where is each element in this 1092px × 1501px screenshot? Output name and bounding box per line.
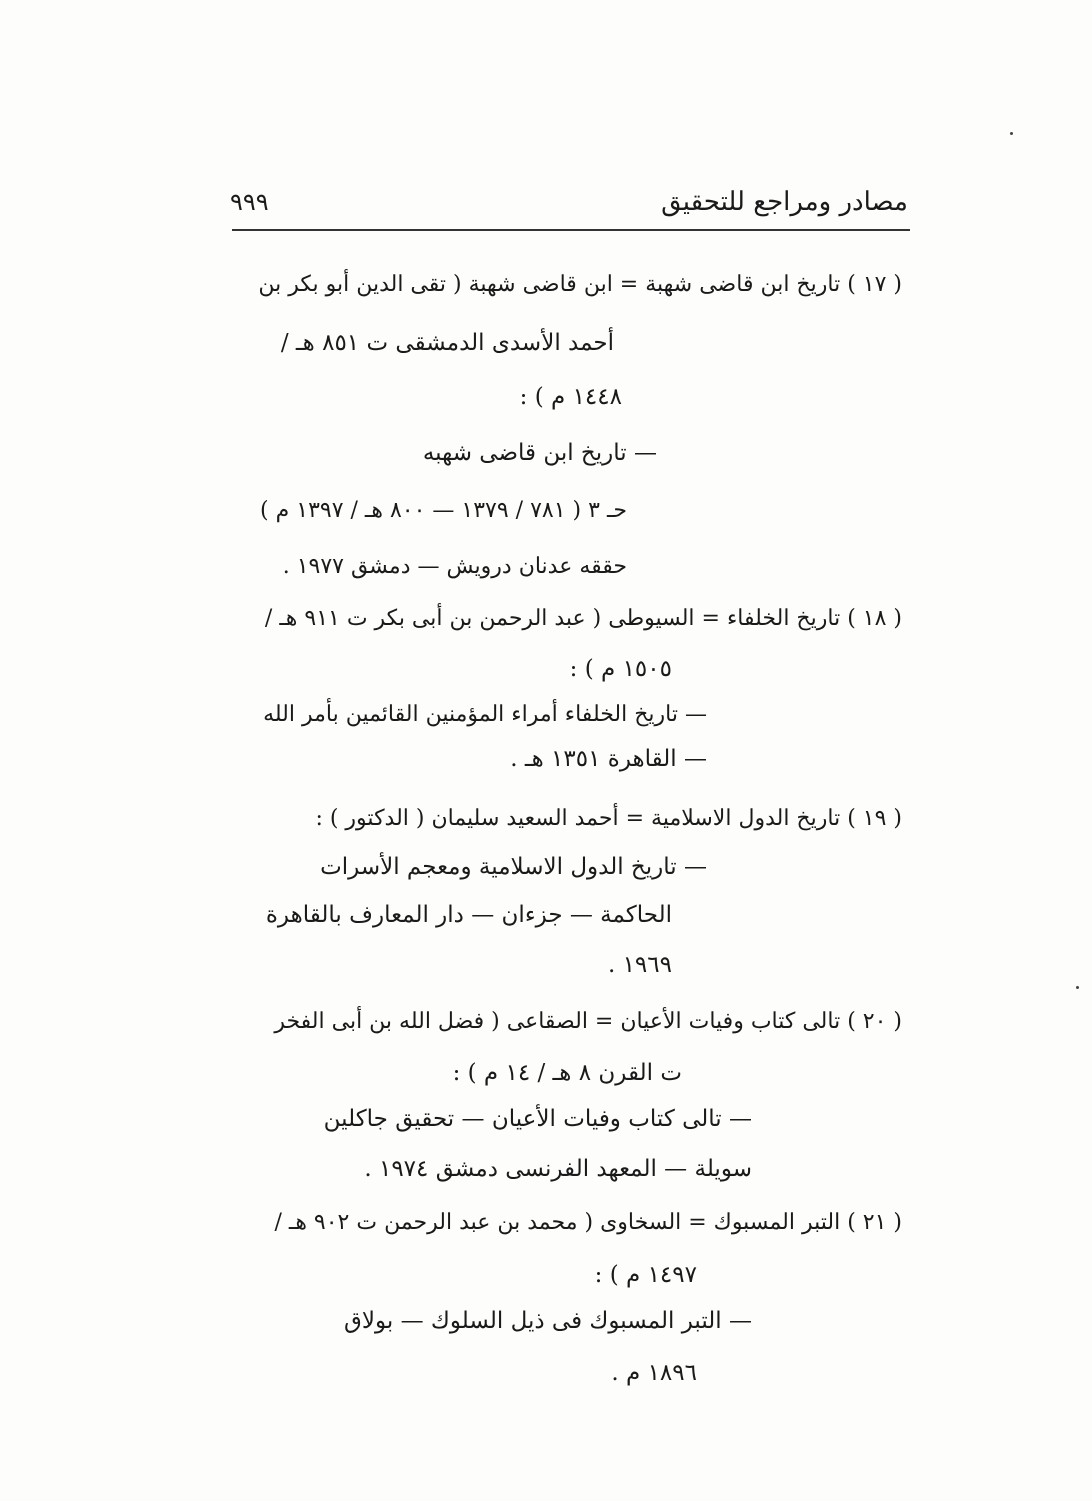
entry-17-line-6: حققه عدنان درويش — دمشق ١٩٧٧ . [282, 554, 627, 579]
entry-19-line-3: الحاكمة — جزءان — دار المعارف بالقاهرة [265, 902, 672, 928]
scan-speck [1010, 132, 1013, 135]
entry-19-line-2: — تاريخ الدول الاسلامية ومعجم الأسرات [320, 854, 707, 880]
entry-17-line-4: — تاريخ ابن قاضى شهبه [422, 440, 657, 466]
header-rule [232, 229, 910, 231]
entry-20-line-2: ت القرن ٨ هـ / ١٤ م ) : [452, 1060, 682, 1086]
entry-18-line-4: — القاهرة ١٣٥١ هـ . [510, 746, 707, 772]
entry-21-line-2: ١٤٩٧ م ) : [594, 1262, 697, 1288]
entry-21-line-4: ١٨٩٦ م . [611, 1360, 697, 1386]
scan-speck [1076, 986, 1079, 989]
header-title: مصادر ومراجع للتحقيق [661, 187, 908, 217]
entry-21-line-1: ( ٢١ ) التبر المسبوك = السخاوى ( محمد بن عبد الرحمن ت ٩٠٢ هـ / [274, 1210, 902, 1235]
entry-20-line-3: — تالى كتاب وفيات الأعيان — تحقيق جاكلين [323, 1106, 752, 1132]
entry-18-line-3: — تاريخ الخلفاء أمراء المؤمنين القائمين بأمر الله [263, 702, 707, 727]
entry-19-line-1: ( ١٩ ) تاريخ الدول الاسلامية = أحمد السعيد سليمان ( الدكتور ) : [315, 806, 902, 831]
entry-17-line-1: ( ١٧ ) تاريخ ابن قاضى شهبة = ابن قاضى شهبة ( تقى الدين أبو بكر بن [258, 272, 902, 297]
entry-18-line-2: ١٥٠٥ م ) : [569, 656, 672, 682]
entry-17-line-5: حـ ٣ ( ٧٨١ / ١٣٧٩ — ٨٠٠ هـ / ١٣٩٧ م ) [260, 498, 627, 523]
page-number: ٩٩٩ [230, 188, 269, 216]
entry-18-line-1: ( ١٨ ) تاريخ الخلفاء = السيوطى ( عبد الرحمن بن أبى بكر ت ٩١١ هـ / [264, 606, 902, 631]
entry-20-line-1: ( ٢٠ ) تالى كتاب وفيات الأعيان = الصقاعى ( فضل الله بن أبى الفخر [274, 1009, 902, 1034]
running-header [230, 182, 910, 222]
entry-20-line-4: سويلة — المعهد الفرنسى دمشق ١٩٧٤ . [364, 1156, 752, 1182]
entry-21-line-3: — التبر المسبوك فى ذيل السلوك — بولاق [344, 1308, 752, 1334]
entry-19-line-4: ١٩٦٩ . [607, 952, 672, 978]
entry-17-line-2: أحمد الأسدى الدمشقى ت ٨٥١ هـ / [280, 330, 614, 356]
entry-17-line-3: ١٤٤٨ م ) : [519, 384, 622, 410]
